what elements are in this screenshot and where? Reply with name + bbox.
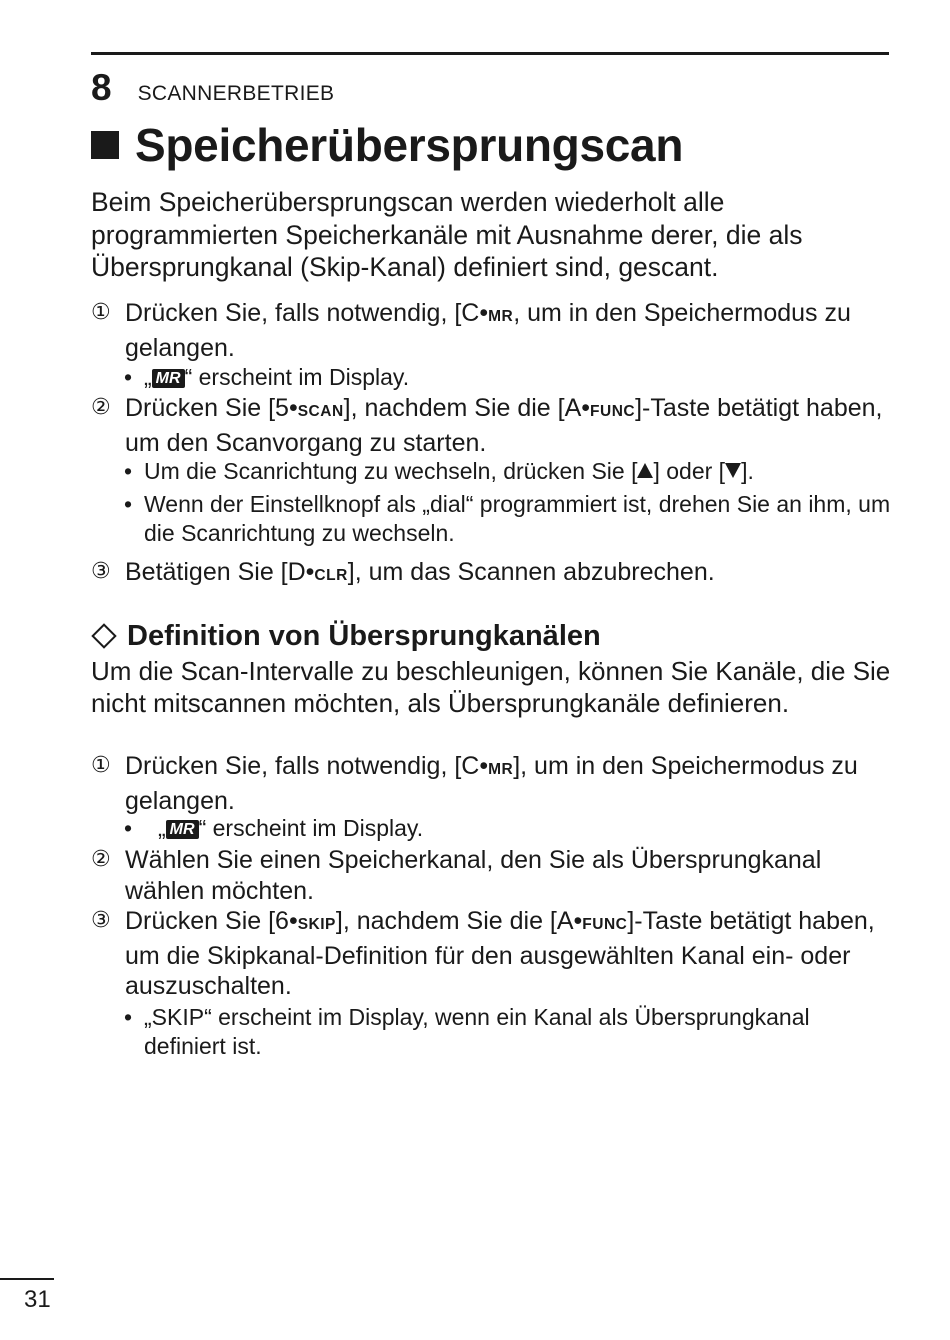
square-bullet-icon	[91, 131, 119, 159]
footer-rule	[0, 1278, 54, 1280]
step-text: Drücken Sie [5•SCAN], nachdem Sie die [A•FUNC]-Taste betätigt haben, um den Scanvorgang zu starten.	[125, 394, 883, 457]
bullet-dial: • Wenn der Einstellknopf als „dial“ programmiert ist, drehen Sie an ihm, um die Scanrichtung zu wechseln.	[124, 491, 891, 546]
subsection-heading	[91, 618, 601, 654]
step-number: ②	[91, 847, 111, 872]
step-text: Drücken Sie, falls notwendig, [C•MR], um in den Speichermodus zu gelangen.	[125, 752, 858, 815]
key-clr: CLR	[314, 567, 348, 584]
step-1	[91, 298, 891, 363]
key-func: FUNC	[590, 403, 636, 420]
section-intro: Beim Speicherübersprungscan werden wiederholt alle programmierten Speicherkanäle mit Ausnahme derer, die als Übersprungkanal (Skip-Kanal) definiert sind, gescant.	[91, 187, 803, 282]
key-scan: SCAN	[297, 403, 344, 420]
section-heading	[91, 118, 683, 172]
step-2	[91, 393, 891, 458]
bullet-dot: •	[124, 458, 133, 484]
header-rule	[91, 52, 889, 55]
subsection-title: Definition von Übersprungkanälen	[127, 620, 601, 652]
step-text: Betätigen Sie [D•CLR], um das Scannen abzubrechen.	[125, 558, 715, 586]
section-title: Speicherübersprungscan	[135, 119, 684, 171]
chapter-title: SCANNERBETRIEB	[137, 82, 335, 105]
mr-indicator-icon: MR	[166, 820, 199, 839]
key-func: FUNC	[582, 916, 628, 933]
sub-step-3	[91, 906, 891, 1002]
subsection-intro: Um die Scan-Intervalle zu beschleunigen, können Sie Kanäle, die Sie nicht mitscannen möchten, als Übersprungkanäle definieren.	[91, 656, 891, 718]
bullet-dot: •	[124, 815, 133, 841]
step-text: Drücken Sie [6•SKIP], nachdem Sie die [A•FUNC]-Taste betätigt haben, um die Skipkanal-Definition für den ausgewählten Kanal ein- oder auszuschalten.	[125, 907, 875, 1000]
step-number: ②	[91, 395, 111, 420]
key-mr: MR	[488, 761, 514, 778]
step-number: ③	[91, 559, 111, 584]
key-mr: MR	[488, 308, 514, 325]
bullet-dot: •	[124, 491, 133, 517]
step-text: Drücken Sie, falls notwendig, [C•MR, um in den Speichermodus zu gelangen.	[125, 299, 851, 362]
step-3	[91, 557, 891, 592]
chapter-header	[91, 66, 334, 110]
sub-bullet-mr-display: • „ MR “ erscheint im Display.	[124, 815, 424, 841]
bullet-dot: •	[124, 1004, 133, 1030]
bullet-dot: •	[124, 364, 133, 390]
sub-step-2	[91, 845, 891, 906]
down-arrow-icon	[725, 463, 741, 478]
bullet-mr-display: • „ MR “ erscheint im Display.	[124, 364, 410, 390]
mr-indicator-icon: MR	[152, 369, 185, 388]
step-number: ③	[91, 908, 111, 933]
key-skip: SKIP	[297, 916, 336, 933]
sub-step-1	[91, 751, 891, 816]
chapter-number: 8	[91, 67, 112, 108]
up-arrow-icon	[637, 463, 653, 478]
bullet-scan-direction: • Um die Scanrichtung zu wechseln, drücken Sie [ ] oder [ ].	[124, 458, 754, 484]
sub-bullet-skip: • „SKIP“ erscheint im Display, wenn ein Kanal als Übersprungkanal definiert ist.	[124, 1004, 810, 1059]
step-text: Wählen Sie einen Speicherkanal, den Sie als Übersprungkanal wählen möchten.	[125, 846, 822, 905]
step-number: ①	[91, 300, 111, 325]
diamond-icon	[91, 623, 116, 648]
page-number: 31	[24, 1286, 51, 1313]
step-number: ①	[91, 753, 111, 778]
